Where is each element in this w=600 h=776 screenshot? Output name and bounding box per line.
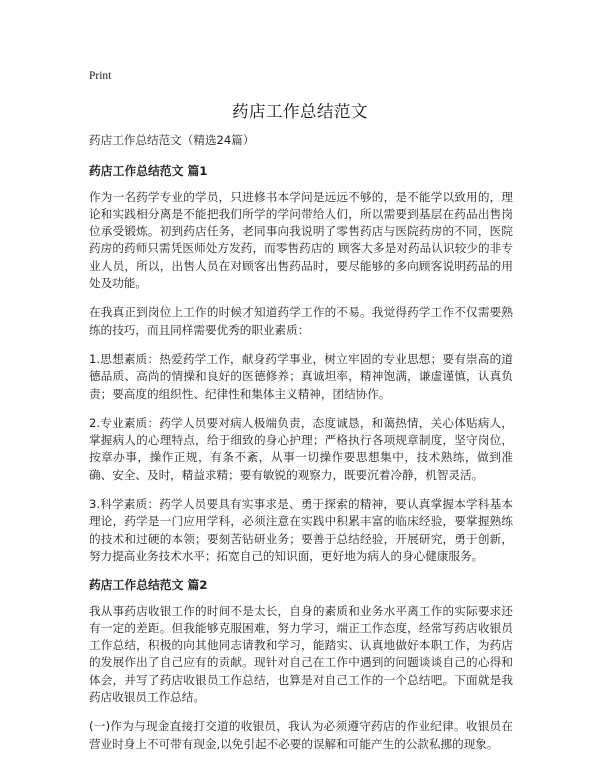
paragraph: 在我真正到岗位上工作的时候才知道药学工作的不易。我觉得药学工作不仅需要熟练的技巧，而且同样需要优秀的职业素质：: [89, 305, 513, 337]
paragraph: 3.科学素质：药学人员要具有实事求是、勇于探索的精神，要认真掌握本学科基本理论，药学是一门应用学科，必须注意在实践中积累丰富的临床经验，要掌握熟练的技术和过硬的本领；要刻苦钻研业务；要善于总结经验，开展研究，勇于创新，努力提高业务技术水平；拓宽自己的知识面，更好地为病人的身心健康服务。: [89, 497, 513, 563]
paragraph: 1.思想素质：热爱药学工作，献身药学事业，树立牢固的专业思想；要有崇高的道德品质、高尚的情操和良好的医德修养；真诚坦率，精神饱满，谦虚谨慎，认真负责；要高度的组织性、纪律性和集体主义精神，团结协作。: [89, 351, 513, 401]
paragraph: 2.专业素质：药学人员要对病人极端负责，态度诚恳，和蔼热情，关心体贴病人，掌握病人的心理特点，给于细致的身心护理；严格执行各项规章制度，坚守岗位，按章办事，操作正规，有条不紊，从事一切操作要思想集中，技术熟练，做到准确、安全、及时，精益求精；要有敏锐的观察力，既要沉着冷静，机智灵活。: [89, 415, 513, 482]
paragraph: 我从事药店收银工作的时间不是太长，自身的素质和业务水平离工作的实际要求还有一定的差距。但我能够克服困难，努力学习，端正工作态度，经常写药店收银员工作总结，积极的向其他同志请教和学习，能踏实、认真地做好本职工作，为药店的发展作出了自己应有的贡献。现针对自己在工作中遇到的问题谈谈自己的心得和体会，并写了药店收银员工作总结，也算是对自己工作的一个总结吧。下面就是我药店收银员工作总结。: [89, 603, 513, 705]
document-subtitle: 药店工作总结范文（精选24篇）: [89, 133, 255, 147]
section-1: [89, 163, 513, 565]
paragraph: (一)作为与现金直接打交道的收银员，我认为必须遵守药店的作业纪律。收银员在营业时身上不可带有现金,以免引起不必要的误解和可能产生的公款私挪的现象。: [89, 719, 513, 751]
paragraph: 作为一名药学专业的学员，只进修书本学问是远远不够的，是不能学以致用的，理论和实践相分离是不能把我们所学的学问带给人们，所以需要到基层在药品出售岗位承受锻炼。初到药店任务，老同事向我说明了零售药店与医院药房的不同，医院药房的药师只需凭医师处方发药，而零售药店的 顾客大多是对药品认识较少的非专业人员，所以，出售人员在对顾客出售药品时，要尽能够的多向顾客说明药品的用处及功能。: [89, 189, 513, 291]
page-title: 药店工作总结范文: [232, 102, 368, 121]
section-heading: 药店工作总结范文 篇1: [89, 164, 208, 179]
section-2: [89, 577, 513, 753]
print-link[interactable]: Print: [89, 70, 112, 82]
document-body: [89, 132, 513, 765]
section-heading: 药店工作总结范文 篇2: [89, 578, 208, 593]
